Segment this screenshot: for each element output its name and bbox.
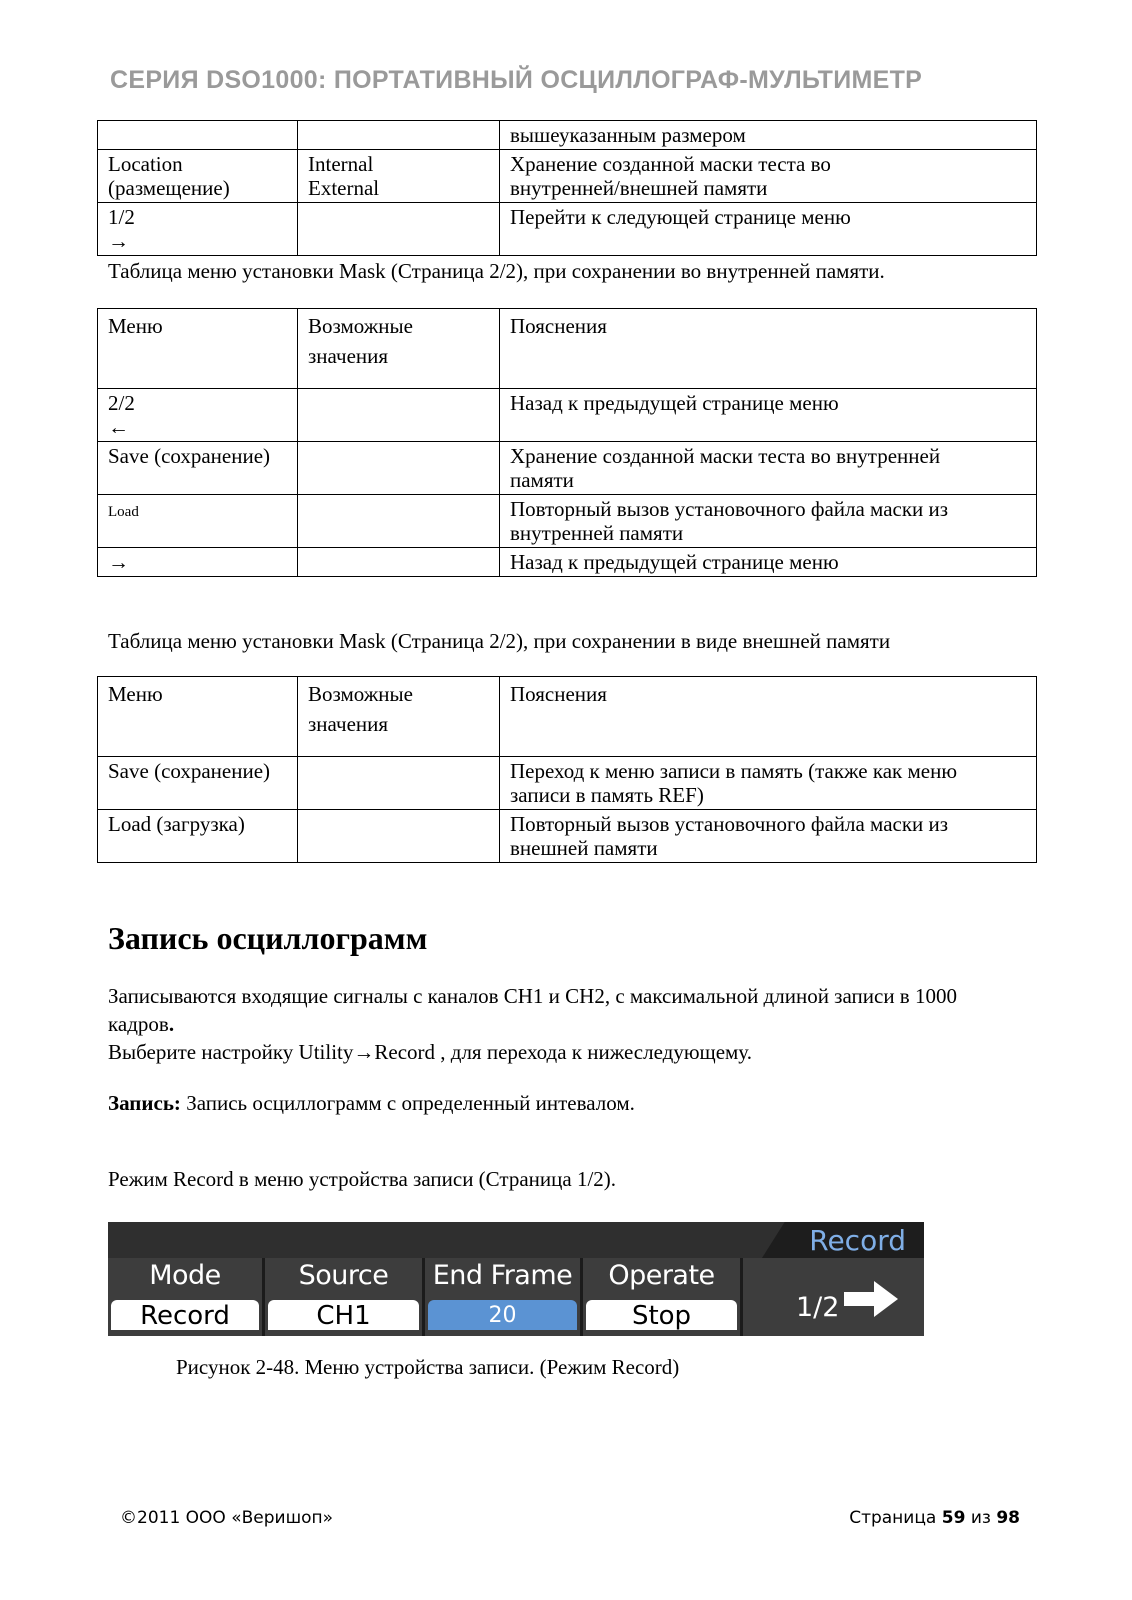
softkey-label: Source <box>298 1260 389 1291</box>
table-row <box>98 150 1037 203</box>
location-label: Location (размещение) <box>108 152 230 200</box>
intro-word: кадров <box>108 1012 169 1036</box>
softkey-operate[interactable] <box>583 1258 740 1336</box>
column-header <box>298 677 500 757</box>
intro-line-1: Записываются входящие сигналы с каналов CH1 и CH2, с максимальной длиной записи в 1000 <box>108 984 957 1008</box>
page-total: 98 <box>996 1508 1020 1528</box>
cell-text: Хранение созданной маски теста во внутренней/внешней памяти <box>510 152 831 200</box>
table-cell: Перейти к следующей странице меню <box>500 203 1037 256</box>
footer-page-number <box>849 1508 1020 1528</box>
record-description: Запись осциллограмм с определенный интевалом. <box>180 1091 635 1115</box>
page-mid: из <box>965 1508 997 1528</box>
cell-text: Хранение созданной маски теста во внутренней памяти <box>510 444 941 492</box>
table-cell <box>298 810 500 863</box>
table-cell <box>500 810 1037 863</box>
record-menu-screenshot <box>108 1222 924 1336</box>
location-options: Internal External <box>308 152 380 200</box>
right-arrow-icon[interactable] <box>842 1278 900 1320</box>
figure-caption: Рисунок 2-48. Меню устройства записи. (Режим Record) <box>176 1355 680 1379</box>
mask-menu-table-external <box>97 676 1037 863</box>
table-cell <box>298 495 500 548</box>
table-cell <box>298 121 500 150</box>
table-cell <box>298 203 500 256</box>
cell-text: Load <box>108 504 139 520</box>
cell-text: 2/2 ← <box>108 391 135 439</box>
table-row <box>98 389 1037 442</box>
intro-line-2 <box>108 1010 174 1038</box>
table-row <box>98 121 1037 150</box>
cell-text: Переход к меню записи в память (также как меню записи в память REF) <box>510 759 958 807</box>
table-caption-external: Таблица меню установки Mask (Страница 2/2), при сохранении в виде внешней памяти <box>108 629 891 653</box>
footer-copyright: ©2011 ООО «Веришоп» <box>120 1508 334 1528</box>
softkey-source[interactable] <box>265 1258 422 1336</box>
column-header: Меню <box>98 677 298 757</box>
intro-dot: . <box>168 1012 175 1036</box>
page-prefix: Страница <box>849 1508 942 1528</box>
table-cell <box>298 389 500 442</box>
column-header <box>298 309 500 389</box>
table-cell <box>98 495 298 548</box>
table-cell: Назад к предыдущей странице меню <box>500 548 1037 577</box>
softkey-value: Record <box>111 1300 259 1330</box>
softkey-label: Operate <box>608 1260 715 1291</box>
cell-text: Повторный вызов установочного файла маски из внутренней памяти <box>510 497 949 545</box>
softkey-end-frame[interactable] <box>425 1258 580 1336</box>
page-current: 59 <box>941 1508 966 1528</box>
record-definition <box>108 1089 635 1117</box>
page-header: СЕРИЯ DSO1000: ПОРТАТИВНЫЙ ОСЦИЛЛОГРАФ-МУЛЬТИМЕТР <box>110 66 923 94</box>
softkey-label: Mode <box>149 1260 221 1291</box>
table-cell <box>98 121 298 150</box>
table-cell: Save (сохранение) <box>98 442 298 495</box>
record-term: Запись: <box>108 1091 181 1115</box>
section-title: Запись осциллограмм <box>108 920 428 956</box>
table-row <box>98 757 1037 810</box>
table-cell: → <box>98 548 298 577</box>
table-row <box>98 548 1037 577</box>
cell-text: 1/2 → <box>108 205 135 253</box>
table-row <box>98 442 1037 495</box>
table-cell: Save (сохранение) <box>98 757 298 810</box>
table-cell <box>500 495 1037 548</box>
table-cell: Назад к предыдущей странице меню <box>500 389 1037 442</box>
table-cell <box>98 150 298 203</box>
cell-text: Повторный вызов установочного файла маски из внешней памяти <box>510 812 949 860</box>
column-header: Меню <box>98 309 298 389</box>
column-header: Пояснения <box>500 309 1037 389</box>
table-cell <box>500 150 1037 203</box>
mask-menu-table-internal <box>97 308 1037 577</box>
instruction-line: Выберите настройку Utility→Record , для перехода к нижеследующему. <box>108 1040 752 1064</box>
record-mode-caption: Режим Record в меню устройства записи (Страница 1/2). <box>108 1167 617 1191</box>
table-header-row <box>98 677 1037 757</box>
table-cell <box>298 757 500 810</box>
cell-text: Возможные значения <box>308 682 413 736</box>
table-cell <box>298 150 500 203</box>
softkey-value: Stop <box>586 1300 737 1330</box>
table-cell: вышеуказанным размером <box>500 121 1037 150</box>
table-cell <box>98 203 298 256</box>
softkey-value: CH1 <box>268 1300 419 1330</box>
table-caption-internal: Таблица меню установки Mask (Страница 2/2), при сохранении во внутренней памяти. <box>108 259 885 283</box>
table-row <box>98 495 1037 548</box>
softkey-mode[interactable] <box>108 1258 262 1336</box>
column-header: Пояснения <box>500 677 1037 757</box>
menu-page-indicator[interactable]: 1/2 <box>796 1292 840 1323</box>
table-cell <box>500 757 1037 810</box>
softkey-label: End Frame <box>432 1260 573 1291</box>
table-cell: Load (загрузка) <box>98 810 298 863</box>
table-cell <box>500 442 1037 495</box>
table-cell <box>298 548 500 577</box>
table-cell <box>298 442 500 495</box>
cell-text: Возможные значения <box>308 314 413 368</box>
menu-title: Record <box>809 1224 906 1257</box>
table-row <box>98 203 1037 256</box>
table-cell <box>98 389 298 442</box>
softkey-value: 20 <box>428 1300 577 1330</box>
table-row <box>98 810 1037 863</box>
table-header-row <box>98 309 1037 389</box>
mask-menu-table-page1 <box>97 120 1037 256</box>
softkey-divider <box>740 1258 743 1336</box>
